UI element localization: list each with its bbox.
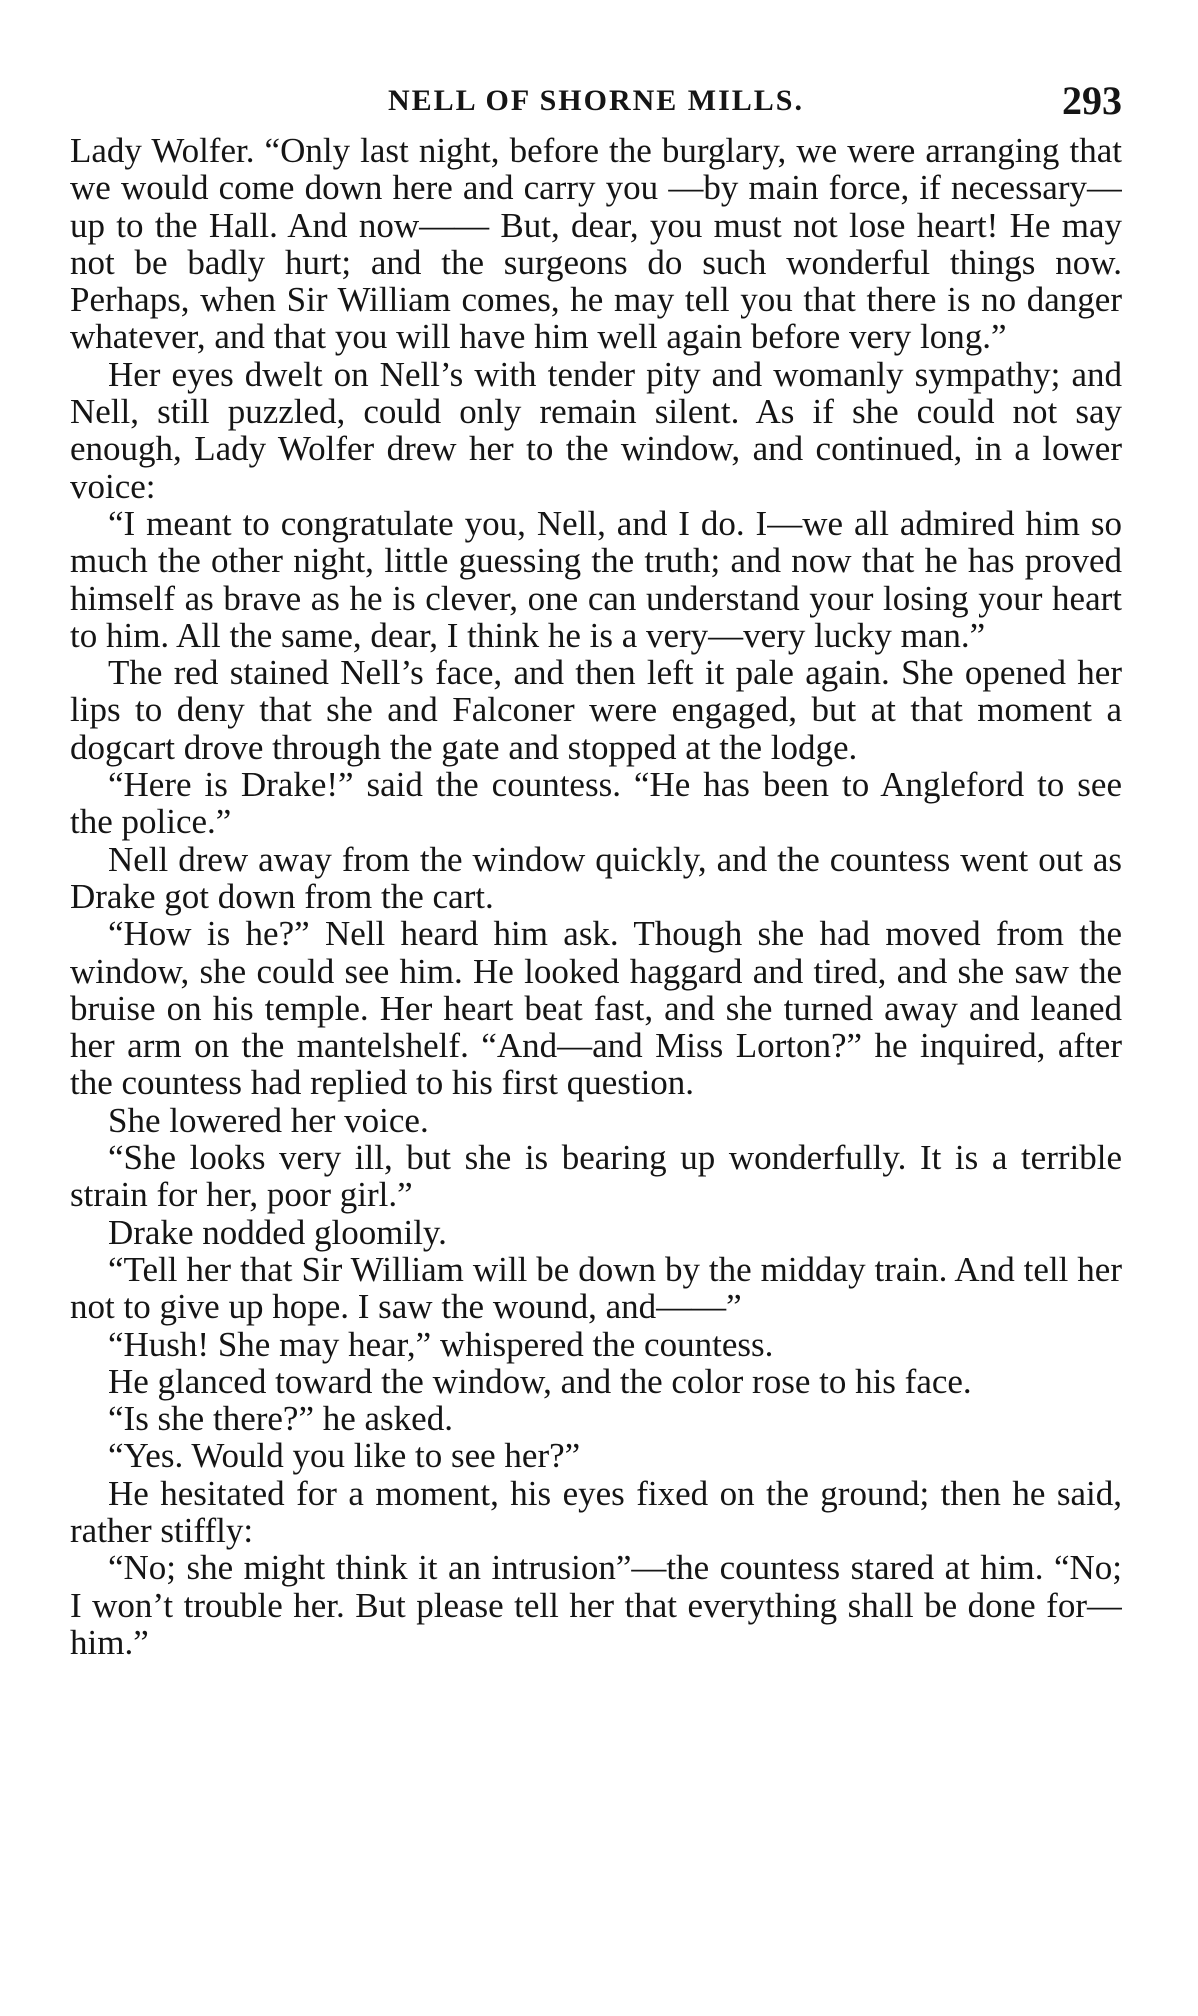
book-page xyxy=(70,70,1122,1970)
paragraph-6: Nell drew away from the window quickly, and the countess went out as Drake got down from the cart. xyxy=(70,839,1122,916)
paragraph-3: “I meant to congratulate you, Nell, and I do. I—we all admired him so much the other night, little guessing the truth; and now that he has proved himself as brave as he is clever, one can understand your losing your heart to him. All the same, dear, I think he is a very—very lucky man.” xyxy=(70,503,1122,655)
paragraph-7: “How is he?” Nell heard him ask. Though she had moved from the window, she could see him. He looked haggard and tired, and she saw the bruise on his temple. Her heart beat fast, and she turned away and leaned her arm on the mantelshelf. “And—and Miss Lorton?” he inquired, after the countess had replied to his first question. xyxy=(70,914,1122,1103)
paragraph-12: “Hush! She may hear,” whispered the countess. xyxy=(108,1324,774,1364)
paragraph-4: The red stained Nell’s face, and then left it pale again. She opened her lips to deny that she and Falconer were engaged, but at that moment a dogcart drove through the gate and stopped at the lodge. xyxy=(70,653,1122,767)
paragraph-17: “No; she might think it an intrusion”—the countess stared at him. “No; I won’t trouble her. But please tell her that everything shall be done for—him.” xyxy=(70,1548,1122,1662)
paragraph-8: She lowered her voice. xyxy=(108,1100,429,1140)
paragraph-1: Lady Wolfer. “Only last night, before the burglary, we were arranging that we would come down here and carry you —by main force, if necessary—up to the Hall. And now—— But, dear, you must not lose heart! He may not be badly hurt; and the surgeons do such wonderful things now. Perhaps, when Sir William comes, he may tell you that there is no danger whatever, and that you will have him well again before very long.” xyxy=(70,131,1122,357)
paragraph-2: Her eyes dwelt on Nell’s with tender pity and womanly sympathy; and Nell, still puzzled, could only remain silent. As if she could not say enough, Lady Wolfer drew her to the window, and continued, in a lower voice: xyxy=(70,354,1122,506)
running-title: NELL OF SHORNE MILLS. xyxy=(388,84,804,117)
body-text xyxy=(70,132,1122,1661)
page-number: 293 xyxy=(1062,78,1122,123)
paragraph-13: He glanced toward the window, and the color rose to his face. xyxy=(108,1361,972,1401)
running-header xyxy=(70,70,1122,132)
paragraph-10: Drake nodded gloomily. xyxy=(108,1212,447,1252)
paragraph-16: He hesitated for a moment, his eyes fixed on the ground; then he said, rather stiffly: xyxy=(70,1473,1122,1550)
paragraph-5: “Here is Drake!” said the countess. “He has been to Angleford to see the police.” xyxy=(70,765,1122,842)
paragraph-15: “Yes. Would you like to see her?” xyxy=(108,1436,581,1476)
paragraph-14: “Is she there?” he asked. xyxy=(108,1399,453,1439)
paragraph-9: “She looks very ill, but she is bearing up wonderfully. It is a terrible strain for her, poor girl.” xyxy=(70,1138,1122,1215)
paragraph-11: “Tell her that Sir William will be down by the midday train. And tell her not to give up hope. I saw the wound, and——” xyxy=(70,1249,1122,1327)
